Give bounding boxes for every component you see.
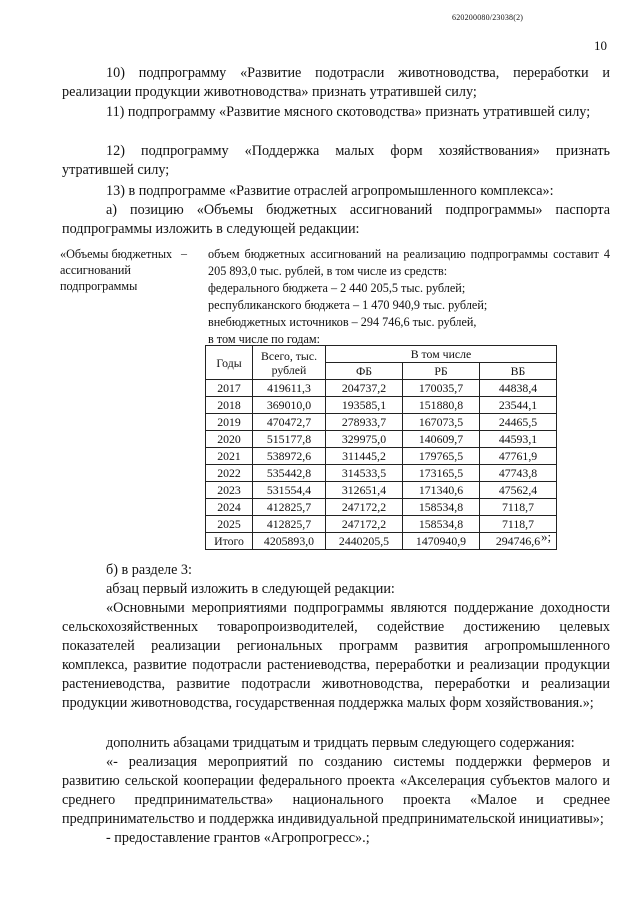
- cell-total: 412825,7: [253, 499, 326, 516]
- passport-line-3: республиканского бюджета – 1 470 940,9 тыс. рублей;: [208, 298, 488, 312]
- header-including: В том числе: [326, 346, 557, 363]
- cell-total: 470472,7: [253, 414, 326, 431]
- cell-fb: 247172,2: [326, 516, 403, 533]
- cell-year: 2025: [206, 516, 253, 533]
- cell-rb: 151880,8: [403, 397, 480, 414]
- cell-total: 412825,7: [253, 516, 326, 533]
- passport-line-4: внебюджетных источников – 294 746,6 тыс. рублей,: [208, 315, 477, 329]
- cell-vb: 44593,1: [480, 431, 557, 448]
- budget-table: [205, 345, 557, 550]
- cell-fb: 314533,5: [326, 465, 403, 482]
- table-row: [206, 397, 557, 414]
- document-number: 620200080/23038(2): [452, 13, 524, 22]
- passport-line-5: в том числе по годам:: [208, 332, 320, 346]
- passport-dash: –: [181, 246, 187, 260]
- paragraph-b-4: «- реализация мероприятий по созданию системы поддержки фермеров и развитию сельской кооперации федерального проекта «Акселерация субъектов малого и среднего предпринимательства» национального проекта «Малое и среднее предпринимательство и поддержка индивидуальной предпринимательской инициативы»;: [62, 754, 610, 827]
- paragraph-b-5: - предоставление грантов «Агропрогресс».;: [106, 830, 370, 846]
- header-years: Годы: [206, 346, 253, 380]
- header-total: Всего, тыс. рублей: [253, 346, 326, 380]
- paragraph-11: 11) подпрограмму «Развитие мясного скотоводства» признать утратившей силу;: [106, 104, 591, 120]
- page-number: 10: [594, 38, 607, 53]
- cell-total: 531554,4: [253, 482, 326, 499]
- passport-line-2: федерального бюджета – 2 440 205,5 тыс. рублей;: [208, 281, 466, 295]
- cell-rb: 140609,7: [403, 431, 480, 448]
- cell-total: 538972,6: [253, 448, 326, 465]
- paragraph-12: 12) подпрограмму «Поддержка малых форм хозяйствования» признать утратившей силу;: [62, 143, 610, 178]
- cell-rb: 1470940,9: [403, 533, 480, 550]
- cell-year: 2022: [206, 465, 253, 482]
- paragraph-b-3: дополнить абзацами тридцатым и тридцать первым следующего содержания:: [106, 735, 575, 751]
- cell-vb: 7118,7: [480, 499, 557, 516]
- cell-vb: 23544,1: [480, 397, 557, 414]
- cell-rb: 179765,5: [403, 448, 480, 465]
- paragraph-13: 13) в подпрограмме «Развитие отраслей агропромышленного комплекса»:: [106, 183, 554, 199]
- cell-fb: 311445,2: [326, 448, 403, 465]
- paragraph-b: б) в разделе 3:: [106, 562, 192, 578]
- cell-year: 2019: [206, 414, 253, 431]
- passport-label: «Объемы бюджетных ассигнований подпрограммы: [60, 247, 173, 293]
- cell-year: 2020: [206, 431, 253, 448]
- paragraph-13a: а) позицию «Объемы бюджетных ассигнований подпрограммы» паспорта подпрограммы изложить в следующей редакции:: [62, 202, 610, 237]
- header-rb: РБ: [403, 363, 480, 380]
- cell-fb: 204737,2: [326, 380, 403, 397]
- cell-year: 2017: [206, 380, 253, 397]
- cell-fb: 312651,4: [326, 482, 403, 499]
- paragraph-b-1: абзац первый изложить в следующей редакции:: [106, 581, 395, 597]
- cell-rb: 170035,7: [403, 380, 480, 397]
- cell-total: 535442,8: [253, 465, 326, 482]
- cell-total: 4205893,0: [253, 533, 326, 550]
- cell-year: 2021: [206, 448, 253, 465]
- cell-rb: 158534,8: [403, 499, 480, 516]
- table-row: [206, 533, 557, 550]
- cell-total: 369010,0: [253, 397, 326, 414]
- cell-rb: 171340,6: [403, 482, 480, 499]
- cell-vb: 294746,6: [480, 533, 557, 550]
- cell-rb: 167073,5: [403, 414, 480, 431]
- cell-vb: 47562,4: [480, 482, 557, 499]
- table-row: [206, 414, 557, 431]
- table-row: [206, 516, 557, 533]
- cell-vb: 24465,5: [480, 414, 557, 431]
- table-row: [206, 380, 557, 397]
- table-row: [206, 431, 557, 448]
- cell-fb: 2440205,5: [326, 533, 403, 550]
- cell-vb: 47743,8: [480, 465, 557, 482]
- passport-line-1: объем бюджетных ассигнований на реализацию подпрограммы составит 4 205 893,0 тыс. рублей, в том числе из средств:: [208, 247, 610, 278]
- cell-fb: 247172,2: [326, 499, 403, 516]
- cell-year: 2024: [206, 499, 253, 516]
- cell-year: 2018: [206, 397, 253, 414]
- table-row: [206, 499, 557, 516]
- cell-total: 419611,3: [253, 380, 326, 397]
- paragraph-b-2: «Основными мероприятиями подпрограммы являются поддержание доходности сельскохозяйственных товаропроизводителей, содействие достижению целевых показателей реализации региональных программ развития агропромышленного комплекса, развитие подотрасли растениеводства, переработки и реализации продукции растениеводства, развитие подотрасли животноводства, переработки и реализации продукции животноводства, государственная поддержка малых форм хозяйствования.»;: [62, 600, 610, 711]
- table-row: [206, 465, 557, 482]
- header-fb: ФБ: [326, 363, 403, 380]
- table-row: [206, 482, 557, 499]
- cell-year: 2023: [206, 482, 253, 499]
- cell-rb: 173165,5: [403, 465, 480, 482]
- cell-rb: 158534,8: [403, 516, 480, 533]
- cell-fb: 278933,7: [326, 414, 403, 431]
- cell-fb: 329975,0: [326, 431, 403, 448]
- cell-vb: 44838,4: [480, 380, 557, 397]
- header-vb: ВБ: [480, 363, 557, 380]
- cell-total: 515177,8: [253, 431, 326, 448]
- paragraph-10: 10) подпрограмму «Развитие подотрасли животноводства, переработки и реализации продукции животноводства» признать утратившей силу;: [62, 65, 610, 100]
- cell-vb: 47761,9: [480, 448, 557, 465]
- table-row: [206, 448, 557, 465]
- cell-fb: 193585,1: [326, 397, 403, 414]
- passport-text: [208, 246, 610, 348]
- cell-vb: 7118,7: [480, 516, 557, 533]
- table-closing-quote: »;: [541, 529, 552, 544]
- cell-year: Итого: [206, 533, 253, 550]
